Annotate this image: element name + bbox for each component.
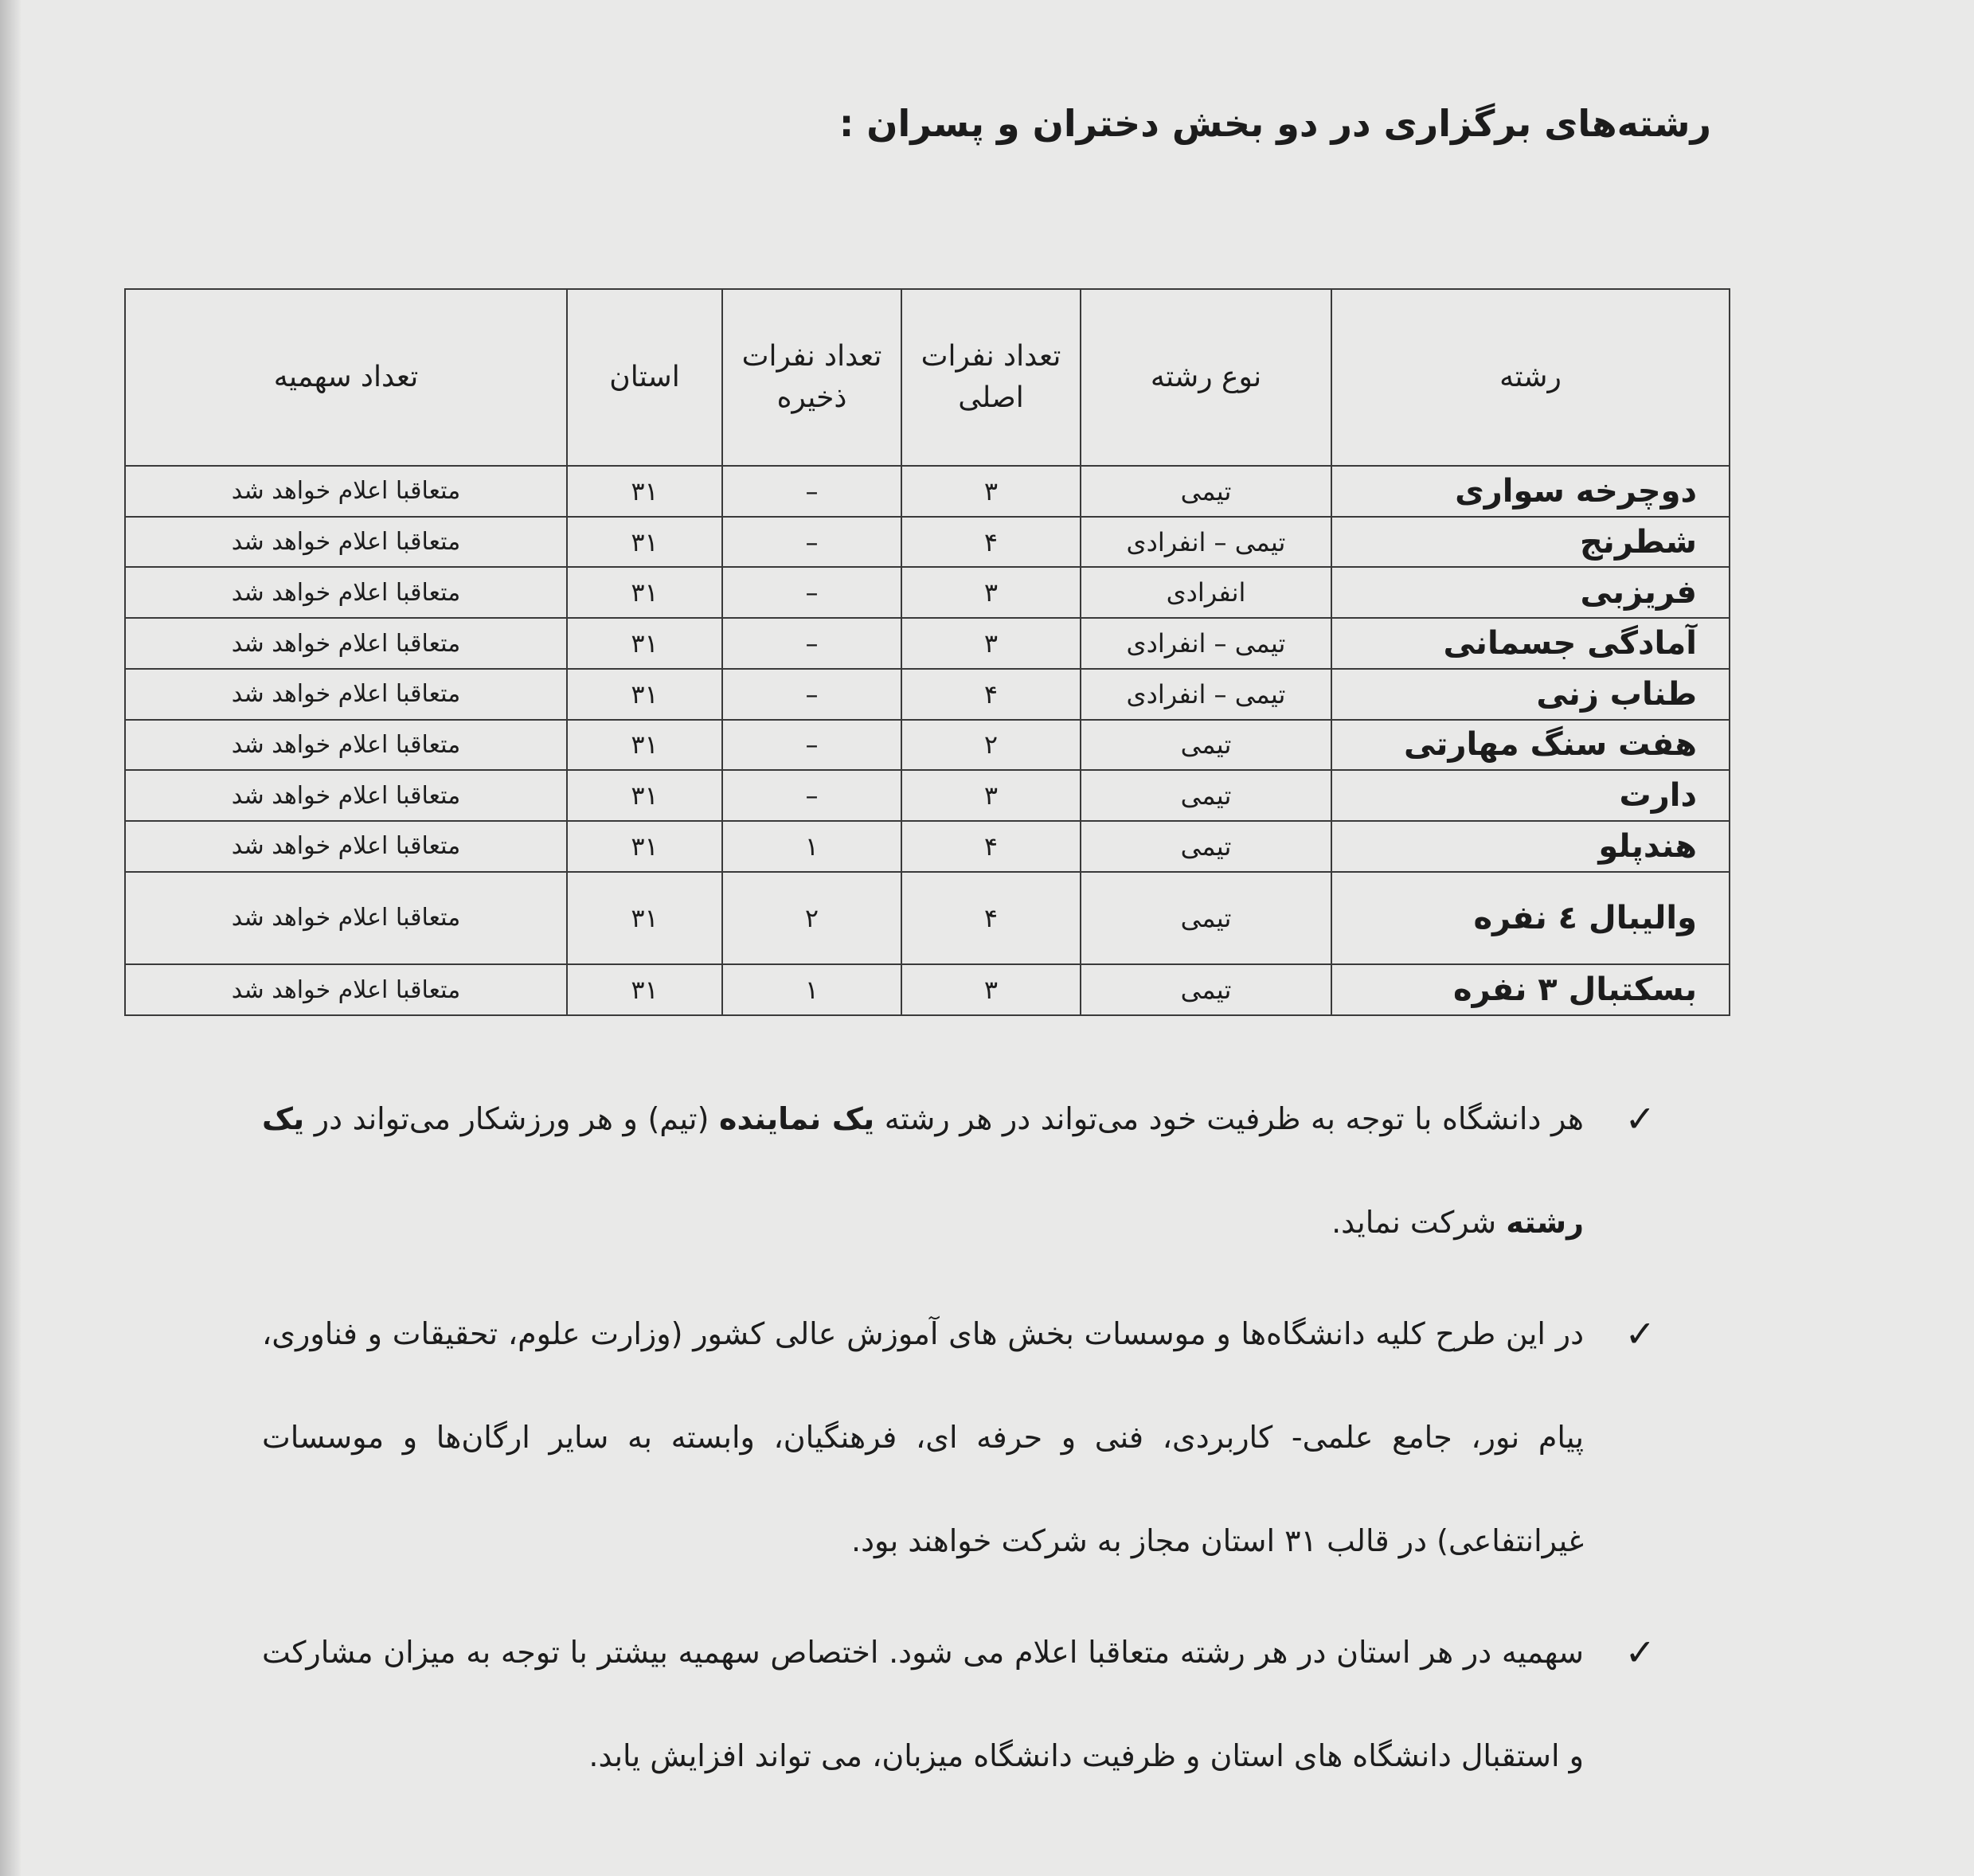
cell-quota: متعاقبا اعلام خواهد شد (125, 618, 567, 669)
table-row (125, 872, 1730, 964)
cell-province: ۳۱ (567, 517, 722, 568)
table-row (125, 517, 1730, 568)
cell-province: ۳۱ (567, 720, 722, 771)
page-edge-shadow (0, 0, 21, 1876)
table-row (125, 466, 1730, 517)
checkmark-icon: ✓ (1624, 1631, 1655, 1674)
cell-sport: شطرنج (1331, 517, 1730, 568)
cell-reserve: – (722, 466, 901, 517)
cell-type: تیمی (1081, 720, 1331, 771)
notes-list (262, 1067, 1655, 1815)
note-text: شرکت نماید. (1331, 1205, 1507, 1240)
note-item (262, 1067, 1655, 1274)
cell-quota: متعاقبا اعلام خواهد شد (125, 964, 567, 1015)
header-reserve-count: تعداد نفرات ذخیره (722, 289, 901, 466)
cell-type: تیمی – انفرادی (1081, 669, 1331, 720)
cell-sport: دوچرخه سواری (1331, 466, 1730, 517)
table-row (125, 669, 1730, 720)
cell-reserve: ۲ (722, 872, 901, 964)
cell-province: ۳۱ (567, 567, 722, 618)
cell-reserve: – (722, 517, 901, 568)
cell-province: ۳۱ (567, 872, 722, 964)
cell-province: ۳۱ (567, 669, 722, 720)
cell-main: ۴ (901, 669, 1081, 720)
table-header-row (125, 289, 1730, 466)
cell-sport: آمادگی جسمانی (1331, 618, 1730, 669)
cell-quota: متعاقبا اعلام خواهد شد (125, 770, 567, 821)
cell-province: ۳۱ (567, 964, 722, 1015)
note-item (262, 1282, 1655, 1593)
cell-sport: هفت سنگ مهارتی (1331, 720, 1730, 771)
cell-main: ۴ (901, 872, 1081, 964)
table-row (125, 618, 1730, 669)
cell-main: ۲ (901, 720, 1081, 771)
sports-table (124, 288, 1730, 1016)
table-row (125, 770, 1730, 821)
cell-quota: متعاقبا اعلام خواهد شد (125, 669, 567, 720)
cell-type: تیمی (1081, 872, 1331, 964)
cell-type: تیمی (1081, 964, 1331, 1015)
cell-reserve: ۱ (722, 821, 901, 872)
checkmark-icon: ✓ (1624, 1312, 1655, 1355)
checkmark-icon: ✓ (1624, 1097, 1655, 1140)
table-row (125, 720, 1730, 771)
cell-quota: متعاقبا اعلام خواهد شد (125, 567, 567, 618)
cell-main: ۴ (901, 517, 1081, 568)
note-text: سهمیه در هر استان در هر رشته متعاقبا اعلام می شود. اختصاص سهمیه بیشتر با توجه به میزان مشارکت و استقبال دانشگاه های استان و ظرفیت دانشگاه میزبان، می تواند افزایش یابد. (262, 1635, 1584, 1773)
cell-sport: دارت (1331, 770, 1730, 821)
cell-main: ۴ (901, 821, 1081, 872)
cell-reserve: – (722, 770, 901, 821)
cell-main: ۳ (901, 466, 1081, 517)
cell-sport: بسکتبال ۳ نفره (1331, 964, 1730, 1015)
note-text: در این طرح کلیه دانشگاه‌ها و موسسات بخش های آموزش عالی کشور (وزارت علوم، تحقیقات و فناوری، پیام نور، جامع علمی- کاربردی، فنی و حرفه ای، فرهنگیان، وابسته به سایر ارگان‌ها و موسسات غیرانتفاعی) در قالب ۳۱ استان مجاز به شرکت خواهند بود. (262, 1316, 1584, 1558)
table-row (125, 567, 1730, 618)
header-sport: رشته (1331, 289, 1730, 466)
cell-type: تیمی (1081, 466, 1331, 517)
header-quota: تعداد سهمیه (125, 289, 567, 466)
cell-province: ۳۱ (567, 770, 722, 821)
cell-main: ۳ (901, 567, 1081, 618)
cell-quota: متعاقبا اعلام خواهد شد (125, 872, 567, 964)
cell-quota: متعاقبا اعلام خواهد شد (125, 821, 567, 872)
cell-reserve: – (722, 567, 901, 618)
cell-type: تیمی (1081, 821, 1331, 872)
cell-sport: والیبال ٤ نفره (1331, 872, 1730, 964)
cell-reserve: – (722, 720, 901, 771)
cell-type: تیمی – انفرادی (1081, 517, 1331, 568)
note-bold-text: یک رشته (262, 1101, 1584, 1240)
cell-reserve: ۱ (722, 964, 901, 1015)
cell-quota: متعاقبا اعلام خواهد شد (125, 517, 567, 568)
header-main-count: تعداد نفرات اصلی (901, 289, 1081, 466)
table-row (125, 964, 1730, 1015)
page-title: رشته‌های برگزاری در دو بخش دختران و پسران : (838, 102, 1711, 145)
header-type: نوع رشته (1081, 289, 1331, 466)
header-province: استان (567, 289, 722, 466)
cell-reserve: – (722, 618, 901, 669)
note-text: (تیم) و هر ورزشکار می‌تواند در (304, 1101, 720, 1136)
cell-type: تیمی (1081, 770, 1331, 821)
cell-province: ۳۱ (567, 466, 722, 517)
cell-province: ۳۱ (567, 821, 722, 872)
cell-reserve: – (722, 669, 901, 720)
note-item (262, 1600, 1655, 1808)
cell-sport: طناب زنی (1331, 669, 1730, 720)
table-row (125, 821, 1730, 872)
cell-sport: هندپلو (1331, 821, 1730, 872)
cell-type: انفرادی (1081, 567, 1331, 618)
cell-quota: متعاقبا اعلام خواهد شد (125, 466, 567, 517)
note-bold-text: یک نماینده (719, 1101, 875, 1136)
cell-main: ۳ (901, 964, 1081, 1015)
note-text: هر دانشگاه با توجه به ظرفیت خود می‌تواند در هر رشته (874, 1101, 1584, 1136)
cell-province: ۳۱ (567, 618, 722, 669)
cell-quota: متعاقبا اعلام خواهد شد (125, 720, 567, 771)
cell-type: تیمی – انفرادی (1081, 618, 1331, 669)
cell-main: ۳ (901, 770, 1081, 821)
cell-sport: فریزبی (1331, 567, 1730, 618)
cell-main: ۳ (901, 618, 1081, 669)
